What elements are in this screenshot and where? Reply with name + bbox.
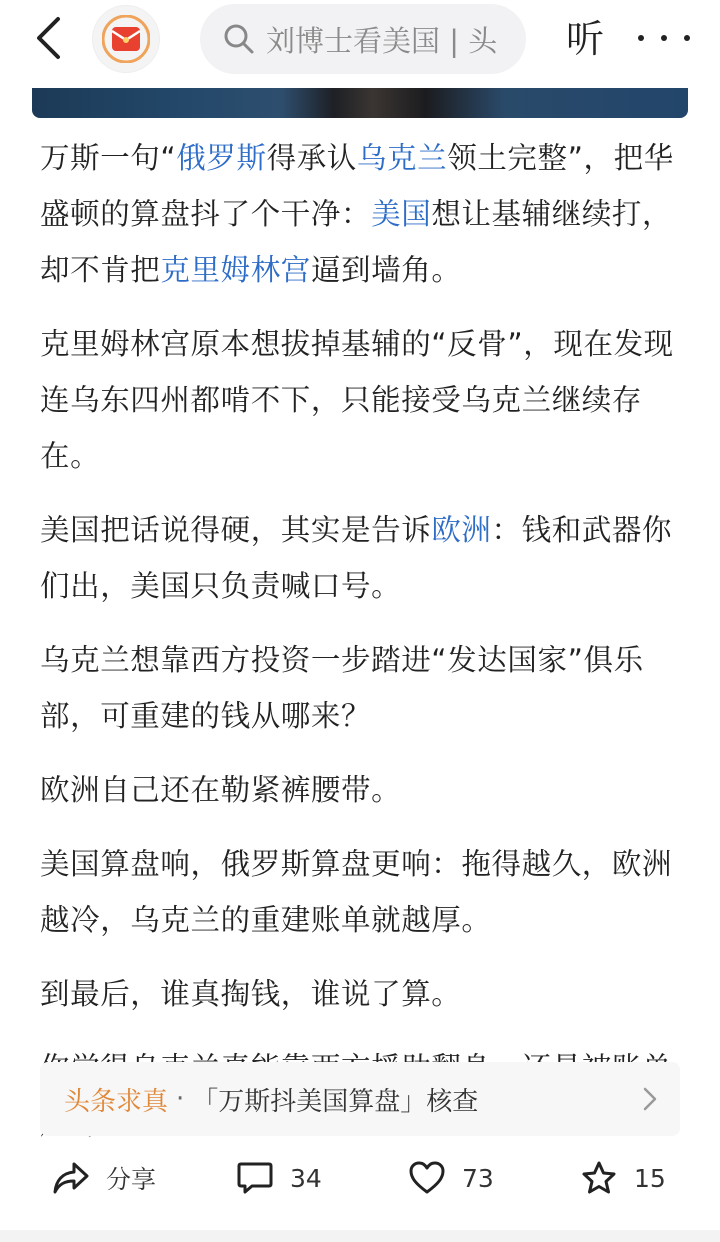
more-dot-icon: [638, 35, 644, 41]
link-ukraine[interactable]: 乌克兰: [356, 141, 448, 175]
listen-button[interactable]: 听: [565, 17, 604, 61]
article-body: [40, 130, 688, 1170]
article-image[interactable]: [32, 88, 688, 118]
more-dot-icon: [684, 35, 690, 41]
paragraph-4: 乌克兰想靠西方投资一步踏进“发达国家”俱乐部，可重建的钱从哪来？: [40, 643, 644, 733]
heart-icon: [408, 1160, 446, 1196]
favorite-button[interactable]: [580, 1146, 666, 1210]
paragraph-7: 到最后，谁真掏钱，谁说了算。: [40, 977, 462, 1011]
search-text: 刘博士看美国 | 头: [266, 23, 498, 58]
text-segment: 美国把话说得硬，其实是告诉: [40, 513, 432, 547]
link-usa[interactable]: 美国: [371, 197, 432, 231]
share-button[interactable]: [52, 1146, 156, 1210]
link-europe[interactable]: 欧洲: [431, 513, 492, 547]
paragraph-2: 克里姆林宫原本想拔掉基辅的“反骨”，现在发现连乌东四州都啃不下，只能接受乌克兰继续存在。: [40, 327, 674, 473]
red-envelope-icon: [102, 15, 150, 63]
bottom-divider: [0, 1230, 720, 1242]
more-dot-icon: [661, 35, 667, 41]
back-arrow-icon: [34, 16, 62, 60]
text-segment: 想让基辅继续打，却不肯把: [40, 197, 673, 287]
share-icon: [52, 1160, 90, 1196]
text-segment: 领土完整”，把华盛顿的算盘抖了个干净：: [40, 141, 674, 231]
text-segment: ：钱和武器你们出，美国只负责喊口号。: [40, 513, 673, 603]
like-button[interactable]: [408, 1146, 494, 1210]
link-russia[interactable]: 俄罗斯: [176, 141, 267, 175]
comment-icon: [236, 1160, 274, 1196]
comment-count: 34: [290, 1163, 322, 1193]
like-count: 73: [462, 1163, 494, 1193]
back-button[interactable]: [26, 12, 70, 64]
paragraph-1: [40, 130, 688, 298]
text-segment: 得承认: [266, 141, 357, 175]
search-icon: [222, 22, 256, 56]
comment-button[interactable]: [236, 1146, 322, 1210]
chevron-right-icon: [642, 1086, 658, 1112]
search-bar[interactable]: [200, 4, 526, 74]
more-options-button[interactable]: [638, 14, 690, 62]
text-segment: 万斯一句“: [40, 141, 177, 175]
link-kremlin[interactable]: 克里姆林宫: [160, 253, 311, 287]
favorite-count: 15: [634, 1163, 666, 1193]
fact-check-title: 「万斯抖美国算盘」核查: [192, 1086, 479, 1117]
text-segment: 逼到墙角。: [310, 253, 462, 287]
fact-check-tag: 头条求真: [64, 1086, 169, 1117]
top-bar: [0, 0, 720, 88]
fact-check-bar[interactable]: [40, 1062, 680, 1136]
action-bar: [0, 1146, 720, 1210]
paragraph-6: 美国算盘响，俄罗斯算盘更响：拖得越久，欧洲越冷，乌克兰的重建账单就越厚。: [40, 847, 673, 937]
paragraph-3: [40, 502, 688, 614]
separator-dot: ·: [176, 1084, 185, 1114]
share-label: 分享: [106, 1165, 157, 1194]
star-icon: [580, 1160, 618, 1196]
app-logo[interactable]: [92, 5, 160, 73]
paragraph-5: 欧洲自己还在勒紧裤腰带。: [40, 773, 402, 807]
